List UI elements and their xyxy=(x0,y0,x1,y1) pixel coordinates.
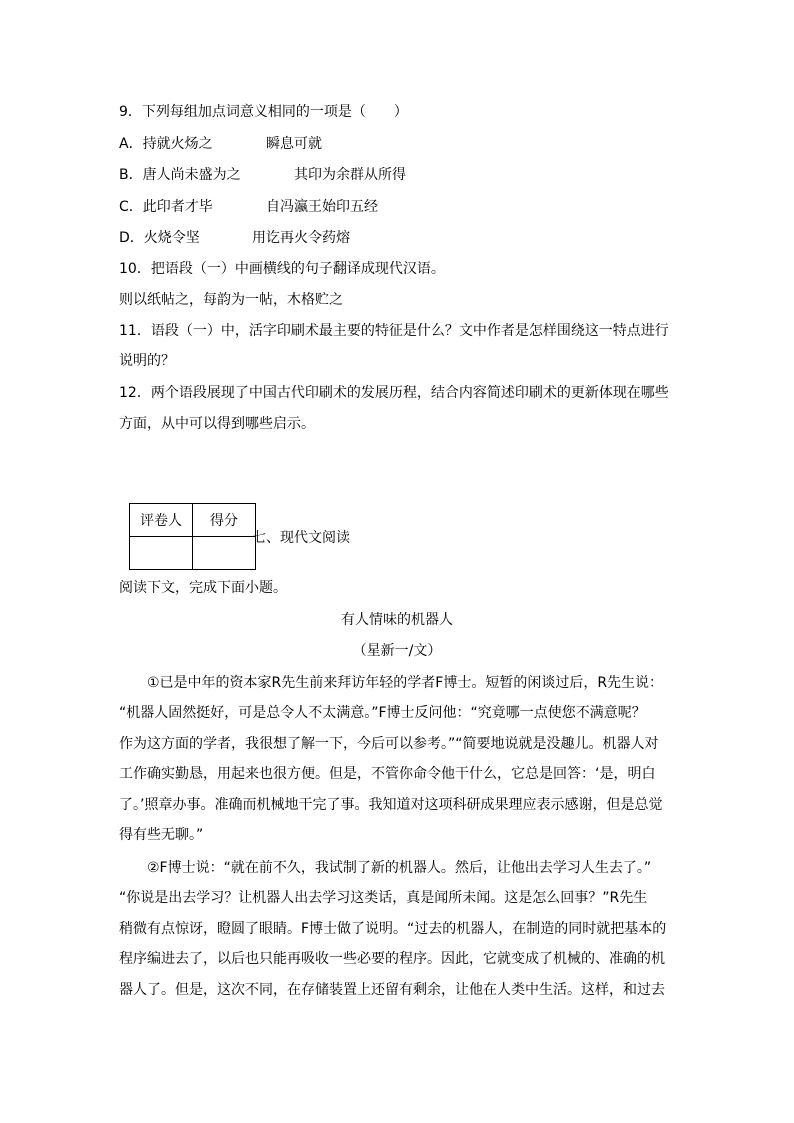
paragraph-line: ②F博士说：“就在前不久，我试制了新的机器人。然后，让他出去学习人生去了。” xyxy=(147,860,652,876)
section-instruction: 阅读下文，完成下面小题。 xyxy=(119,580,287,596)
article-author: （星新一/文） xyxy=(352,643,442,659)
article-paragraph-2 xyxy=(119,853,675,1005)
option-b-right: 其印为余群从所得 xyxy=(294,167,406,183)
question-12-line1: 12．两个语段展现了中国古代印刷术的发展历程，结合内容简述印刷术的更新体现在哪些 xyxy=(119,385,669,401)
paragraph-line: 了。’照章办事。准确而机械地干完了事。我知道对这项科研成果理应表示感谢，但是总觉 xyxy=(119,796,663,813)
reviewer-header: 评卷人 xyxy=(130,504,193,537)
option-a-right: 瞬息可就 xyxy=(266,136,322,152)
paragraph-line: ①已是中年的资本家R先生前来拜访年轻的学者F博士。短暂的闲谈过后，R先生说： xyxy=(147,675,664,691)
paragraph-line: 得有些无聊。” xyxy=(119,826,204,843)
paragraph-line: “你说是出去学习？让机器人出去学习这类话，真是闻所未闻。这是怎么回事？”R先生 xyxy=(119,890,648,907)
score-header: 得分 xyxy=(193,504,256,537)
paragraph-line: 稍微有点惊讶，瞪圆了眼睛。F博士做了说明。“过去的机器人，在制造的同时就把基本的 xyxy=(119,920,667,937)
score-table xyxy=(129,503,256,570)
option-a-left: A．持就火炀之 xyxy=(119,136,213,152)
paragraph-line: 器人了。但是，这次不同，在存储装置上还留有剩余，让他在人类中生活。这样，和过去 xyxy=(119,981,665,998)
question-10-sentence: 则以纸帖之，每韵为一帖，木格贮之 xyxy=(119,292,343,308)
option-c-right: 自冯瀛王始印五经 xyxy=(266,199,378,215)
paragraph-line: 作为这方面的学者，我很想了解一下，今后可以参考。”“简要地说就是没趣儿。机器人对 xyxy=(119,735,659,752)
paragraph-line: 程序编进去了，以后也只能再吸收一些必要的程序。因此，它就变成了机械的、准确的机 xyxy=(119,951,665,968)
reviewer-cell[interactable] xyxy=(130,537,193,570)
option-b-left: B．唐人尚未盛为之 xyxy=(119,167,241,183)
question-11-line2: 说明的？ xyxy=(119,353,175,369)
article-title: 有人情味的机器人 xyxy=(341,612,453,628)
question-12-line2: 方面，从中可以得到哪些启示。 xyxy=(119,416,315,432)
option-d-right: 用讫再火令药熔 xyxy=(252,230,350,246)
section-title: 七、现代文阅读 xyxy=(252,530,350,546)
option-d-left: D．火烧令坚 xyxy=(119,230,200,246)
score-cell[interactable] xyxy=(193,537,256,570)
article-paragraph-1 xyxy=(119,668,675,850)
question-9-stem: 9．下列每组加点词意义相同的一项是（ ） xyxy=(119,104,408,120)
option-c-left: C．此印者才毕 xyxy=(119,199,213,215)
paragraph-line: “机器人固然挺好，可是总令人不太满意。”F博士反问他：“究竟哪一点使您不满意呢？ xyxy=(119,705,646,722)
question-11-line1: 11．语段（一）中，活字印刷术最主要的特征是什么？文中作者是怎样围绕这一特点进行 xyxy=(119,323,669,339)
question-10-stem: 10．把语段（一）中画横线的句子翻译成现代汉语。 xyxy=(119,261,445,277)
paragraph-line: 工作确实勤恳，用起来也很方便。但是，不管你命令他干什么，它总是回答：‘是，明白 xyxy=(119,766,656,783)
